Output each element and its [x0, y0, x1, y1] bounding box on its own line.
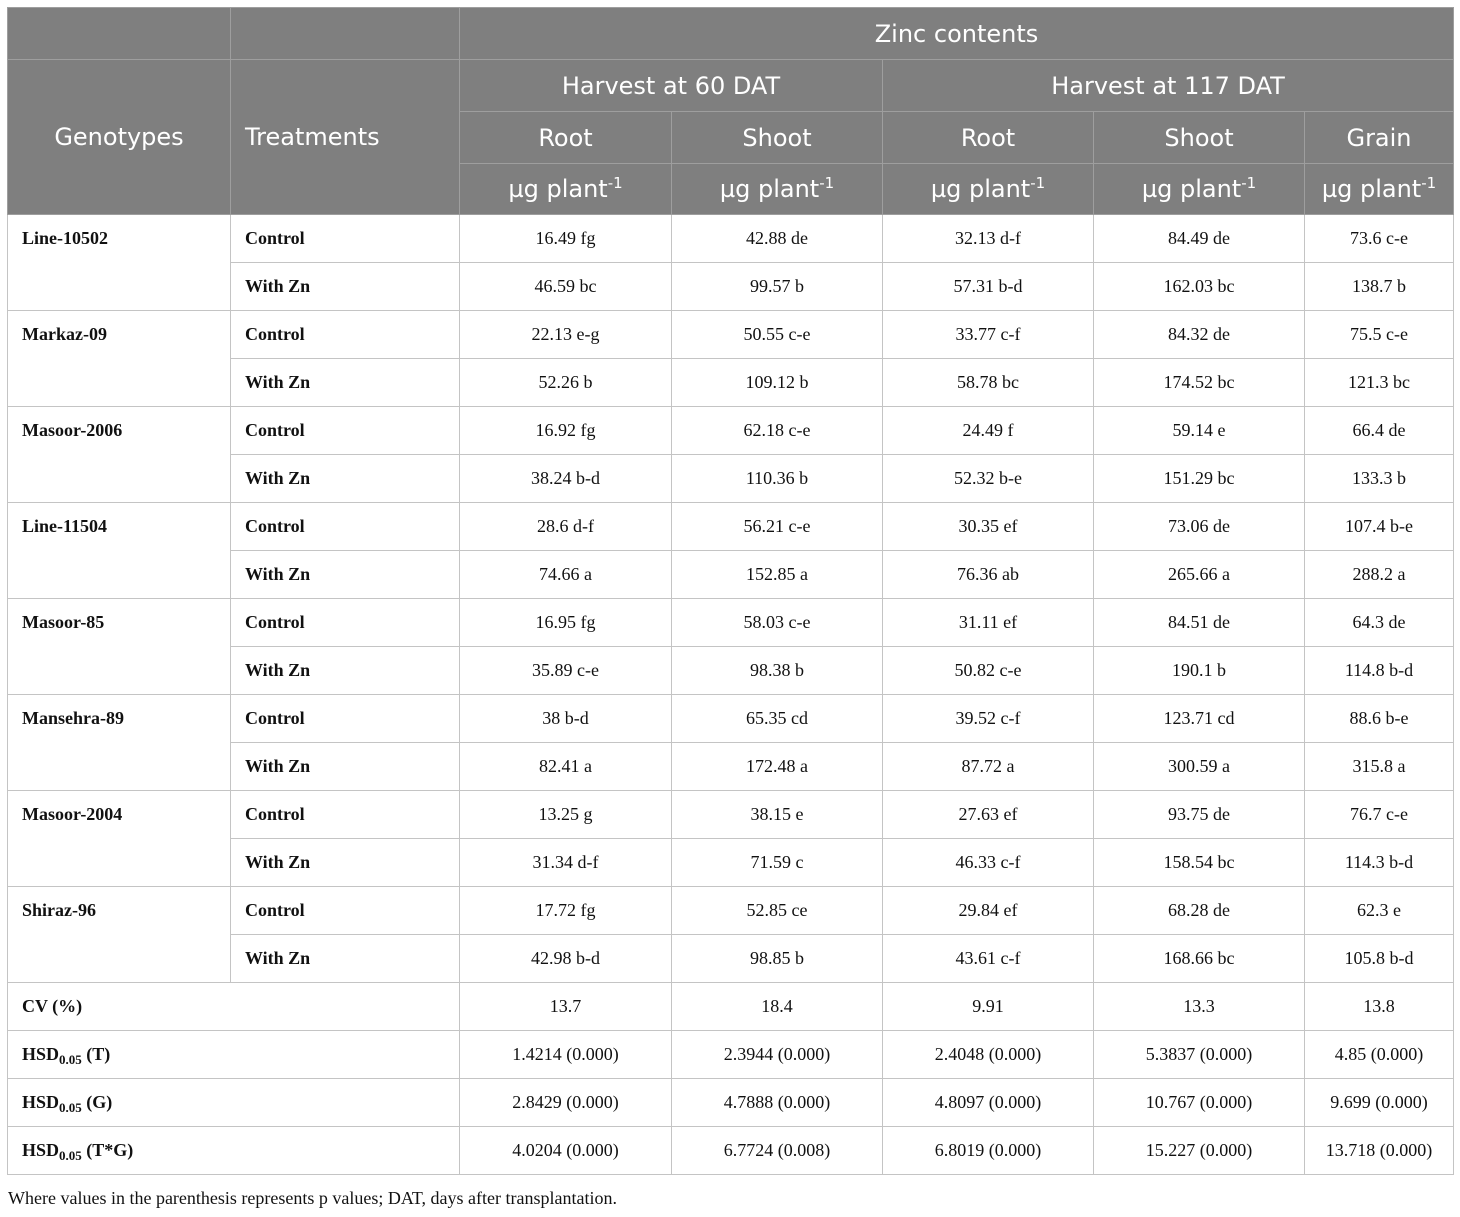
header-shoot-117: Shoot	[1094, 112, 1305, 164]
genotype-cell: Line-10502	[8, 215, 231, 311]
stat-value-cell: 13.7	[460, 983, 672, 1031]
value-cell: 38.24 b-d	[460, 455, 672, 503]
header-blank	[231, 8, 460, 60]
value-cell: 33.77 c-f	[883, 311, 1094, 359]
stat-label-tail: (G)	[81, 1092, 113, 1112]
stat-label-main: HSD	[22, 1140, 60, 1160]
value-cell: 76.36 ab	[883, 551, 1094, 599]
header-shoot-60: Shoot	[672, 112, 883, 164]
value-cell: 68.28 de	[1094, 887, 1305, 935]
stat-label-tail: (T)	[81, 1044, 111, 1064]
value-cell: 29.84 ef	[883, 887, 1094, 935]
header-unit	[883, 164, 1094, 215]
header-unit	[1094, 164, 1305, 215]
value-cell: 265.66 a	[1094, 551, 1305, 599]
value-cell: 152.85 a	[672, 551, 883, 599]
value-cell: 22.13 e-g	[460, 311, 672, 359]
value-cell: 56.21 c-e	[672, 503, 883, 551]
genotype-cell: Masoor-2004	[8, 791, 231, 887]
header-zinc-contents: Zinc contents	[460, 8, 1454, 60]
value-cell: 32.13 d-f	[883, 215, 1094, 263]
stat-label-sub: 0.05	[59, 1100, 82, 1115]
table-body	[8, 215, 1454, 1175]
value-cell: 93.75 de	[1094, 791, 1305, 839]
unit-exponent: -1	[1421, 174, 1437, 192]
treatment-cell: Control	[231, 503, 460, 551]
treatment-cell: With Zn	[231, 551, 460, 599]
value-cell: 74.66 a	[460, 551, 672, 599]
value-cell: 121.3 bc	[1305, 359, 1454, 407]
value-cell: 75.5 c-e	[1305, 311, 1454, 359]
header-unit	[672, 164, 883, 215]
value-cell: 39.52 c-f	[883, 695, 1094, 743]
value-cell: 59.14 e	[1094, 407, 1305, 455]
value-cell: 62.18 c-e	[672, 407, 883, 455]
treatment-cell: With Zn	[231, 647, 460, 695]
value-cell: 73.06 de	[1094, 503, 1305, 551]
value-cell: 52.32 b-e	[883, 455, 1094, 503]
value-cell: 52.26 b	[460, 359, 672, 407]
genotype-cell: Shiraz-96	[8, 887, 231, 983]
table-row	[8, 311, 1454, 359]
header-genotypes: Genotypes	[8, 60, 231, 215]
treatment-cell: With Zn	[231, 743, 460, 791]
stat-value-cell: 4.85 (0.000)	[1305, 1031, 1454, 1079]
value-cell: 315.8 a	[1305, 743, 1454, 791]
unit-text: µg plant	[930, 175, 1031, 203]
table-row	[8, 887, 1454, 935]
value-cell: 42.88 de	[672, 215, 883, 263]
value-cell: 84.32 de	[1094, 311, 1305, 359]
value-cell: 16.92 fg	[460, 407, 672, 455]
stat-label-sub: 0.05	[59, 1148, 82, 1163]
treatment-cell: Control	[231, 887, 460, 935]
value-cell: 172.48 a	[672, 743, 883, 791]
value-cell: 65.35 cd	[672, 695, 883, 743]
value-cell: 13.25 g	[460, 791, 672, 839]
unit-exponent: -1	[819, 174, 835, 192]
value-cell: 300.59 a	[1094, 743, 1305, 791]
value-cell: 16.49 fg	[460, 215, 672, 263]
value-cell: 190.1 b	[1094, 647, 1305, 695]
stat-label-main: HSD	[22, 1092, 60, 1112]
value-cell: 99.57 b	[672, 263, 883, 311]
stat-label	[8, 1127, 460, 1175]
stat-label	[8, 1031, 460, 1079]
table-row	[8, 791, 1454, 839]
value-cell: 35.89 c-e	[460, 647, 672, 695]
stat-label-main: HSD	[22, 1044, 60, 1064]
value-cell: 71.59 c	[672, 839, 883, 887]
genotype-cell: Line-11504	[8, 503, 231, 599]
stat-value-cell: 13.3	[1094, 983, 1305, 1031]
treatment-cell: Control	[231, 215, 460, 263]
stat-value-cell: 13.718 (0.000)	[1305, 1127, 1454, 1175]
treatment-cell: With Zn	[231, 263, 460, 311]
value-cell: 114.3 b-d	[1305, 839, 1454, 887]
genotype-cell: Masoor-2006	[8, 407, 231, 503]
stat-label-main: CV (%)	[22, 996, 83, 1016]
value-cell: 168.66 bc	[1094, 935, 1305, 983]
stat-value-cell: 10.767 (0.000)	[1094, 1079, 1305, 1127]
value-cell: 17.72 fg	[460, 887, 672, 935]
stat-label	[8, 983, 460, 1031]
table-footnote: Where values in the parenthesis represents p values; DAT, days after transplantation.	[8, 1188, 617, 1208]
value-cell: 31.34 d-f	[460, 839, 672, 887]
value-cell: 151.29 bc	[1094, 455, 1305, 503]
value-cell: 98.38 b	[672, 647, 883, 695]
stat-value-cell: 2.8429 (0.000)	[460, 1079, 672, 1127]
stat-row	[8, 1127, 1454, 1175]
stat-value-cell: 6.8019 (0.000)	[883, 1127, 1094, 1175]
treatment-cell: Control	[231, 407, 460, 455]
header-unit	[1305, 164, 1454, 215]
value-cell: 110.36 b	[672, 455, 883, 503]
treatment-cell: Control	[231, 791, 460, 839]
value-cell: 46.33 c-f	[883, 839, 1094, 887]
header-harvest-117: Harvest at 117 DAT	[883, 60, 1454, 112]
treatment-cell: Control	[231, 311, 460, 359]
unit-text: µg plant	[1321, 175, 1422, 203]
table-row	[8, 215, 1454, 263]
value-cell: 158.54 bc	[1094, 839, 1305, 887]
stat-value-cell: 1.4214 (0.000)	[460, 1031, 672, 1079]
value-cell: 50.55 c-e	[672, 311, 883, 359]
value-cell: 288.2 a	[1305, 551, 1454, 599]
stat-value-cell: 4.0204 (0.000)	[460, 1127, 672, 1175]
stat-label-tail: (T*G)	[81, 1140, 134, 1160]
value-cell: 57.31 b-d	[883, 263, 1094, 311]
value-cell: 174.52 bc	[1094, 359, 1305, 407]
unit-text: µg plant	[719, 175, 820, 203]
value-cell: 58.03 c-e	[672, 599, 883, 647]
header-unit	[460, 164, 672, 215]
table-row	[8, 695, 1454, 743]
value-cell: 52.85 ce	[672, 887, 883, 935]
value-cell: 138.7 b	[1305, 263, 1454, 311]
zinc-contents-table	[7, 7, 1454, 1175]
table-row	[8, 503, 1454, 551]
value-cell: 76.7 c-e	[1305, 791, 1454, 839]
stat-value-cell: 2.4048 (0.000)	[883, 1031, 1094, 1079]
treatment-cell: Control	[231, 695, 460, 743]
stat-row	[8, 1079, 1454, 1127]
value-cell: 62.3 e	[1305, 887, 1454, 935]
value-cell: 133.3 b	[1305, 455, 1454, 503]
value-cell: 42.98 b-d	[460, 935, 672, 983]
treatment-cell: Control	[231, 599, 460, 647]
treatment-cell: With Zn	[231, 455, 460, 503]
stat-label	[8, 1079, 460, 1127]
value-cell: 123.71 cd	[1094, 695, 1305, 743]
stat-value-cell: 4.8097 (0.000)	[883, 1079, 1094, 1127]
stat-value-cell: 9.91	[883, 983, 1094, 1031]
value-cell: 43.61 c-f	[883, 935, 1094, 983]
value-cell: 109.12 b	[672, 359, 883, 407]
value-cell: 58.78 bc	[883, 359, 1094, 407]
value-cell: 98.85 b	[672, 935, 883, 983]
unit-exponent: -1	[1030, 174, 1046, 192]
treatment-cell: With Zn	[231, 935, 460, 983]
value-cell: 87.72 a	[883, 743, 1094, 791]
value-cell: 162.03 bc	[1094, 263, 1305, 311]
genotype-cell: Masoor-85	[8, 599, 231, 695]
header-harvest-60: Harvest at 60 DAT	[460, 60, 883, 112]
value-cell: 46.59 bc	[460, 263, 672, 311]
header-treatments: Treatments	[231, 60, 460, 215]
value-cell: 16.95 fg	[460, 599, 672, 647]
genotype-cell: Markaz-09	[8, 311, 231, 407]
stat-row	[8, 983, 1454, 1031]
value-cell: 31.11 ef	[883, 599, 1094, 647]
value-cell: 64.3 de	[1305, 599, 1454, 647]
header-root-60: Root	[460, 112, 672, 164]
table-row	[8, 407, 1454, 455]
value-cell: 88.6 b-e	[1305, 695, 1454, 743]
stat-value-cell: 2.3944 (0.000)	[672, 1031, 883, 1079]
value-cell: 28.6 d-f	[460, 503, 672, 551]
unit-exponent: -1	[607, 174, 623, 192]
treatment-cell: With Zn	[231, 359, 460, 407]
header-grain-117: Grain	[1305, 112, 1454, 164]
stat-value-cell: 6.7724 (0.008)	[672, 1127, 883, 1175]
value-cell: 27.63 ef	[883, 791, 1094, 839]
stat-value-cell: 15.227 (0.000)	[1094, 1127, 1305, 1175]
value-cell: 66.4 de	[1305, 407, 1454, 455]
stat-row	[8, 1031, 1454, 1079]
value-cell: 38 b-d	[460, 695, 672, 743]
value-cell: 107.4 b-e	[1305, 503, 1454, 551]
stat-label-sub: 0.05	[59, 1052, 82, 1067]
stat-value-cell: 4.7888 (0.000)	[672, 1079, 883, 1127]
table-header	[8, 8, 1454, 215]
value-cell: 50.82 c-e	[883, 647, 1094, 695]
treatment-cell: With Zn	[231, 839, 460, 887]
table-row	[8, 599, 1454, 647]
value-cell: 38.15 e	[672, 791, 883, 839]
value-cell: 30.35 ef	[883, 503, 1094, 551]
unit-text: µg plant	[1141, 175, 1242, 203]
value-cell: 84.51 de	[1094, 599, 1305, 647]
unit-exponent: -1	[1241, 174, 1257, 192]
stat-value-cell: 18.4	[672, 983, 883, 1031]
value-cell: 84.49 de	[1094, 215, 1305, 263]
stat-value-cell: 9.699 (0.000)	[1305, 1079, 1454, 1127]
header-blank	[8, 8, 231, 60]
header-root-117: Root	[883, 112, 1094, 164]
value-cell: 73.6 c-e	[1305, 215, 1454, 263]
value-cell: 82.41 a	[460, 743, 672, 791]
value-cell: 24.49 f	[883, 407, 1094, 455]
unit-text: µg plant	[508, 175, 608, 203]
stat-value-cell: 5.3837 (0.000)	[1094, 1031, 1305, 1079]
stat-value-cell: 13.8	[1305, 983, 1454, 1031]
value-cell: 105.8 b-d	[1305, 935, 1454, 983]
genotype-cell: Mansehra-89	[8, 695, 231, 791]
value-cell: 114.8 b-d	[1305, 647, 1454, 695]
